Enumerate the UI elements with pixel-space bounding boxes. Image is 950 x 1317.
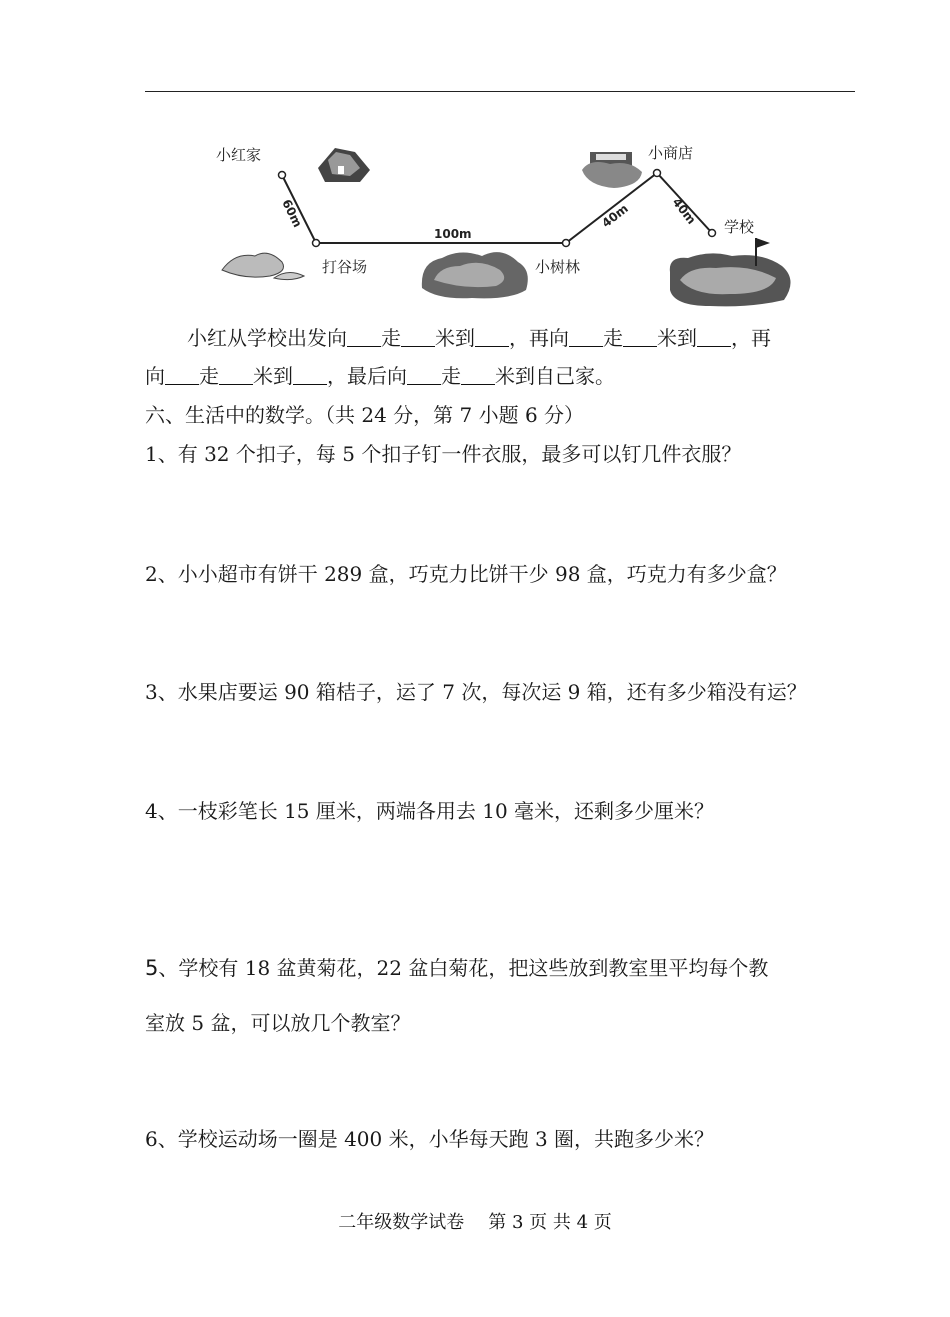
blank[interactable] <box>401 326 435 347</box>
blank[interactable] <box>697 326 731 347</box>
route-question-line1: 小红从学校出发向 走 米到 ，再向 走 米到 ，再 <box>187 326 771 350</box>
question-4: 4、一枝彩笔长 15 厘米，两端各用去 10 毫米，还剩多少厘米？ <box>145 799 715 823</box>
blank[interactable] <box>407 364 441 385</box>
dist-home-threshing: 60m <box>279 197 305 230</box>
question-5-number: 5 <box>145 956 159 980</box>
label-grove: 小树林 <box>535 258 581 276</box>
route-map <box>210 130 800 315</box>
school-icon <box>670 238 791 306</box>
blank[interactable] <box>623 326 657 347</box>
label-home: 小红家 <box>216 146 262 164</box>
section-title: 六、生活中的数学。（共 24 分，第 7 小题 6 分） <box>145 403 585 427</box>
route-line <box>282 173 712 243</box>
blank[interactable] <box>461 364 495 385</box>
house-icon <box>318 148 370 182</box>
node-shop <box>654 170 661 177</box>
haystack-icon <box>222 253 304 280</box>
node-grove <box>563 240 570 247</box>
node-school <box>709 230 716 237</box>
label-school: 学校 <box>724 218 755 236</box>
dist-grove-shop: 40m <box>599 201 631 231</box>
page-footer <box>0 1208 950 1234</box>
blank[interactable] <box>347 326 381 347</box>
shop-icon <box>582 152 642 188</box>
blank[interactable] <box>293 364 327 385</box>
footer-page-number: 第 3 页 共 4 页 <box>488 1212 612 1233</box>
grove-icon <box>422 252 528 298</box>
header-rule <box>145 91 855 92</box>
question-6: 6、学校运动场一圈是 400 米，小华每天跑 3 圈，共跑多少米？ <box>145 1127 715 1151</box>
question-5-line1: 5、学校有 18 盆黄菊花，22 盆白菊花，把这些放到教室里平均每个教 <box>145 956 769 980</box>
dist-shop-school: 40m <box>669 195 699 227</box>
dist-threshing-grove: 100m <box>434 227 472 241</box>
node-threshing <box>313 240 320 247</box>
footer-title: 二年级数学试卷 <box>338 1212 465 1233</box>
question-5-line2: 室放 5 盆，可以放几个教室？ <box>145 1011 411 1035</box>
question-3: 3、水果店要运 90 箱桔子，运了 7 次，每次运 9 箱，还有多少箱没有运？ <box>145 680 807 704</box>
label-threshing: 打谷场 <box>322 258 368 276</box>
blank[interactable] <box>165 364 199 385</box>
question-1: 1、有 32 个扣子，每 5 个扣子钉一件衣服，最多可以钉几件衣服？ <box>145 442 742 466</box>
question-2: 2、小小超市有饼干 289 盒，巧克力比饼干少 98 盒，巧克力有多少盒？ <box>145 562 787 586</box>
blank[interactable] <box>219 364 253 385</box>
blank[interactable] <box>475 326 509 347</box>
label-shop: 小商店 <box>648 144 694 162</box>
node-home <box>279 172 286 179</box>
route-question-line2: 向 走 米到 ，最后向 走 米到自己家。 <box>145 364 615 388</box>
blank[interactable] <box>569 326 603 347</box>
